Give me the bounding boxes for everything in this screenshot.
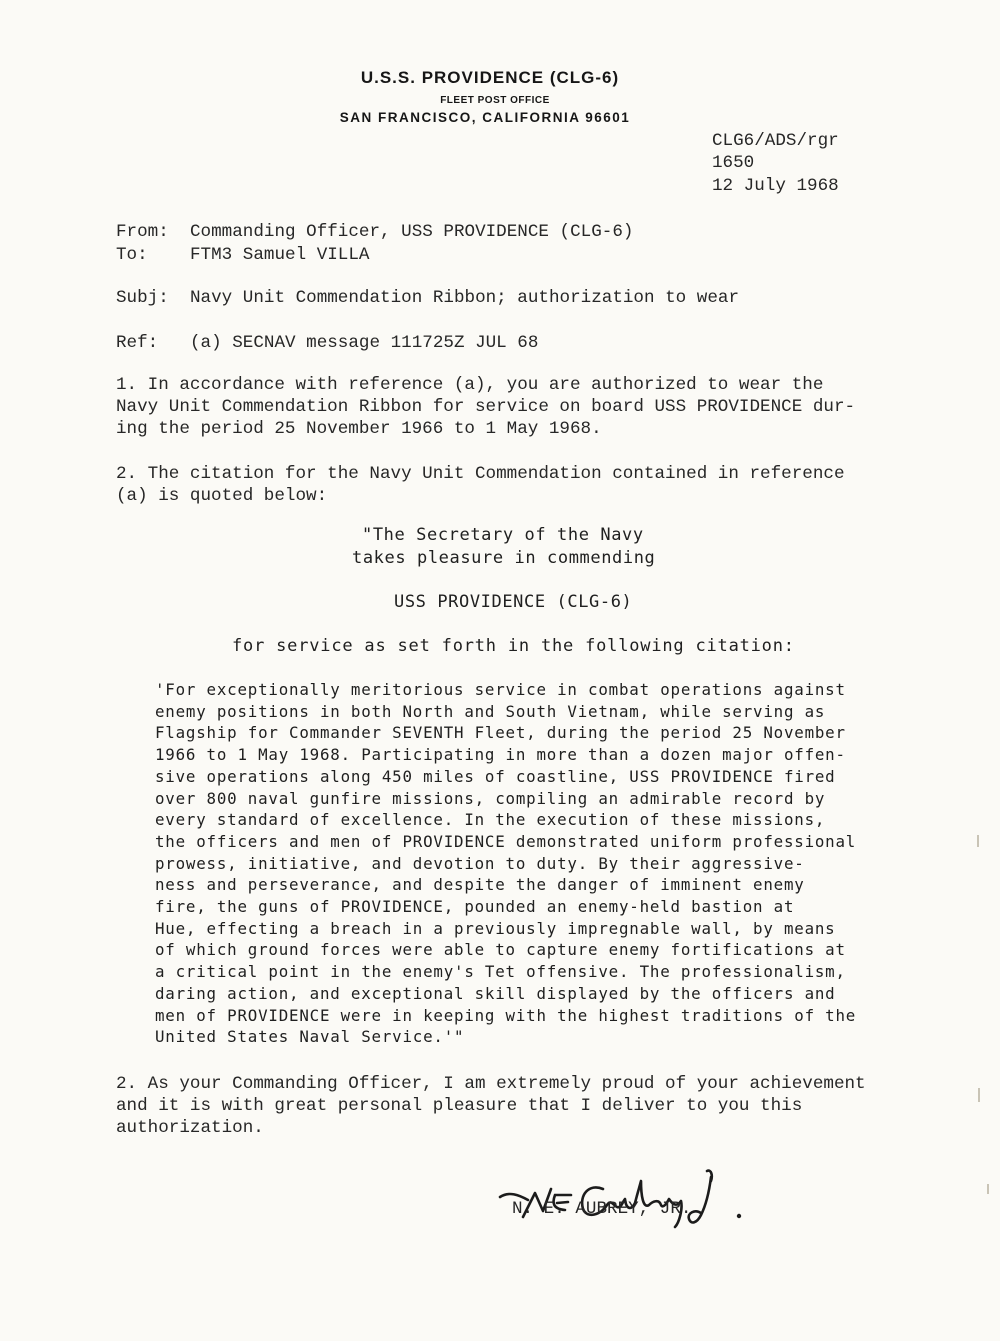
- citation-line: United States Naval Service.'": [155, 1027, 465, 1047]
- paper-speck: [977, 835, 979, 847]
- citation-intro-line-2: takes pleasure in commending: [352, 548, 656, 568]
- paper-speck: [987, 1184, 989, 1194]
- paragraph-2-line-2: (a) is quoted below:: [116, 486, 328, 506]
- to-label: To:: [116, 245, 148, 265]
- subject-label: Subj:: [116, 288, 169, 308]
- letterhead-ship: U.S.S. PROVIDENCE (CLG-6): [360, 68, 620, 87]
- paragraph-1-line-2: Navy Unit Commendation Ribbon for service on board USS PROVIDENCE dur-: [116, 397, 856, 417]
- paper-speck: [978, 1088, 980, 1102]
- citation-line: every standard of excellence. In the execution of these missions,: [155, 810, 826, 830]
- citation-line: ness and perseverance, and despite the danger of imminent enemy: [155, 875, 805, 895]
- reference-value: (a) SECNAV message 111725Z JUL 68: [190, 333, 539, 353]
- citation-line: a critical point in the enemy's Tet offensive. The professionalism,: [155, 962, 846, 982]
- citation-line: enemy positions in both North and South Vietnam, while serving as: [155, 701, 826, 721]
- citation-line: Hue, effecting a breach in a previously impregnable wall, by means: [155, 918, 836, 938]
- citation-intro-line-1: "The Secretary of the Navy: [362, 525, 644, 545]
- paragraph-3-line-3: authorization.: [116, 1118, 264, 1138]
- subject-value: Navy Unit Commendation Ribbon; authorization to wear: [190, 288, 740, 308]
- paragraph-1-line-1: 1. In accordance with reference (a), you are authorized to wear the: [116, 375, 824, 395]
- citation-line: of which ground forces were able to capture enemy fortifications at: [155, 940, 846, 960]
- paragraph-3-line-2: and it is with great personal pleasure that I deliver to you this: [116, 1096, 803, 1116]
- letterhead-address: SAN FRANCISCO, CALIFORNIA 96601: [339, 110, 631, 125]
- paragraph-3-line-1: 2. As your Commanding Officer, I am extremely proud of your achievement: [116, 1074, 866, 1094]
- reference-number: 1650: [712, 153, 755, 173]
- citation-line: over 800 naval gunfire missions, compiling an admirable record by: [155, 788, 826, 808]
- citation-line: fire, the guns of PROVIDENCE, pounded an enemy-held bastion at: [155, 897, 795, 916]
- citation-line: men of PROVIDENCE were in keeping with the highest traditions of the: [155, 1005, 857, 1025]
- citation-service-line: for service as set forth in the following citation:: [232, 636, 795, 656]
- citation-line: prowess, initiative, and devotion to duty. By their aggressive-: [155, 853, 805, 873]
- paragraph-2-line-1: 2. The citation for the Navy Unit Commendation contained in reference: [116, 464, 845, 484]
- citation-ship-name: USS PROVIDENCE (CLG-6): [394, 592, 633, 612]
- letter-date: 12 July 1968: [712, 176, 839, 196]
- citation-line: the officers and men of PROVIDENCE demonstrated uniform professional: [155, 831, 857, 851]
- reference-code: CLG6/ADS/rgr: [712, 131, 839, 151]
- citation-line: sive operations along 450 miles of coastline, USS PROVIDENCE fired: [155, 766, 836, 786]
- from-value: Commanding Officer, USS PROVIDENCE (CLG-6): [190, 222, 634, 242]
- letterhead-office: FLEET POST OFFICE: [440, 95, 550, 106]
- citation-line: Flagship for Commander SEVENTH Fleet, during the period 25 November: [155, 723, 846, 743]
- to-value: FTM3 Samuel VILLA: [190, 245, 370, 265]
- citation-line: 1966 to 1 May 1968. Participating in more than a dozen major offen-: [155, 745, 846, 765]
- paragraph-1-line-3: ing the period 25 November 1966 to 1 May 1968.: [116, 419, 602, 439]
- from-label: From:: [116, 222, 169, 242]
- reference-label: Ref:: [116, 333, 159, 353]
- signatory-name: N. E. AUBREY, JR.: [512, 1199, 692, 1219]
- citation-line: 'For exceptionally meritorious service in combat operations against: [155, 680, 846, 699]
- citation-line: daring action, and exceptional skill displayed by the officers and: [155, 983, 836, 1003]
